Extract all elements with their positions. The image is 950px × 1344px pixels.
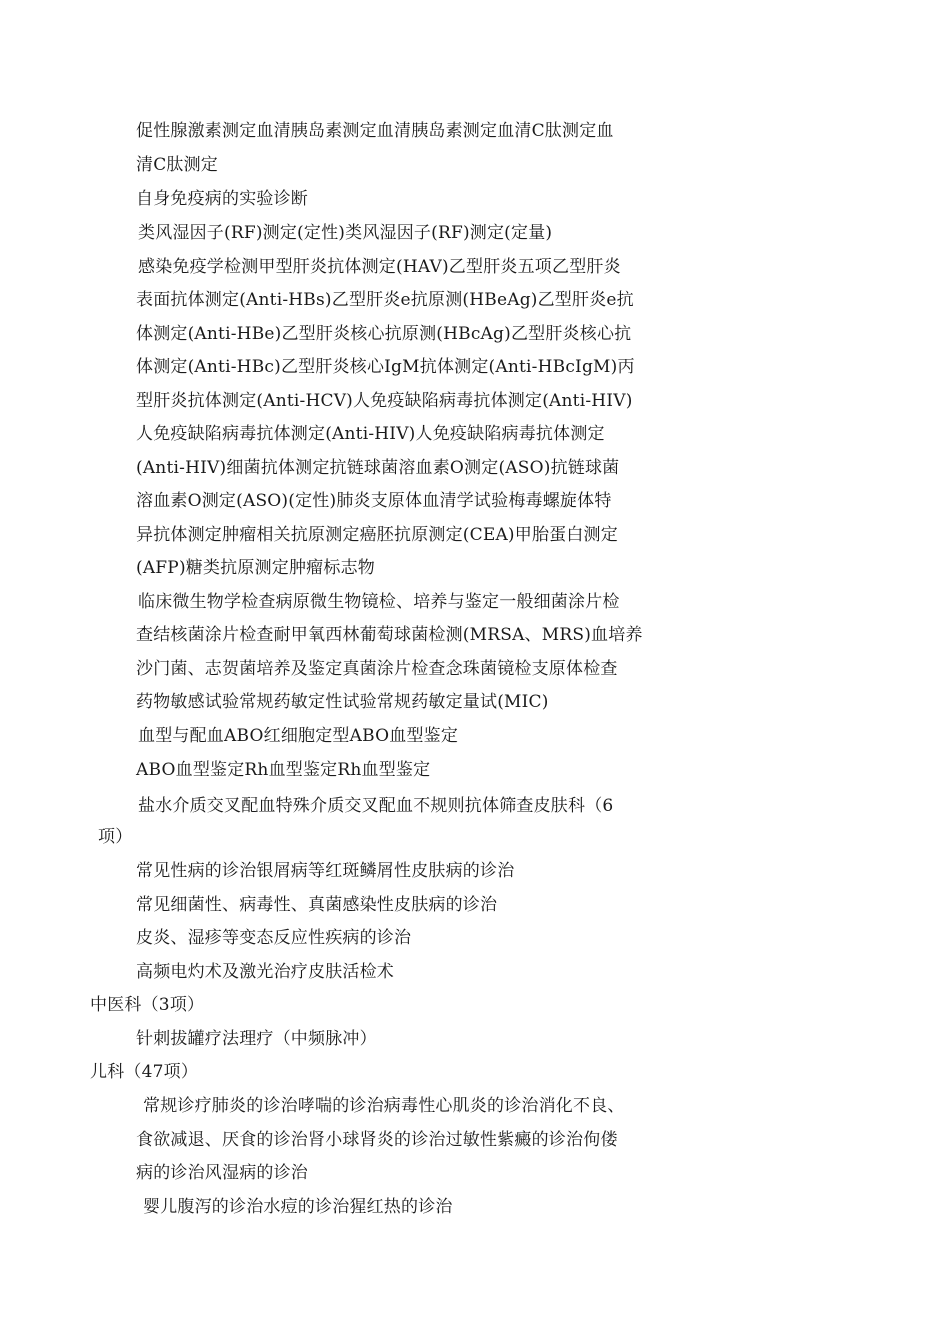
text-line: 婴儿腹泻的诊治水痘的诊治猩红热的诊治 [143, 1197, 453, 1217]
text-line: 药物敏感试验常规药敏定性试验常规药敏定量试(MIC) [136, 692, 549, 712]
section-heading: 儿科（47项） [90, 1062, 199, 1082]
text-line: 常规诊疗肺炎的诊治哮喘的诊治病毒性心肌炎的诊治消化不良、 [143, 1096, 625, 1116]
text-line: ABO血型鉴定Rh血型鉴定Rh血型鉴定 [136, 760, 431, 780]
text-line: 病的诊治风湿病的诊治 [136, 1163, 308, 1183]
text-line: (AFP)糖类抗原测定肿瘤标志物 [136, 558, 375, 578]
text-line: 溶血素O测定(ASO)(定性)肺炎支原体血清学试验梅毒螺旋体特 [136, 491, 612, 511]
text-line: 异抗体测定肿瘤相关抗原测定癌胚抗原测定(CEA)甲胎蛋白测定 [136, 525, 618, 545]
text-line: 项） [98, 827, 133, 847]
text-line: (Anti-HIV)细菌抗体测定抗链球菌溶血素O测定(ASO)抗链球菌 [136, 458, 620, 478]
text-line: 高频电灼术及激光治疗皮肤活检术 [136, 962, 394, 982]
text-line: 盐水介质交叉配血特殊介质交叉配血不规则抗体筛查皮肤科（6 [138, 796, 614, 816]
text-line: 血型与配血ABO红细胞定型ABO血型鉴定 [138, 726, 459, 746]
text-line: 清C肽测定 [136, 155, 219, 175]
text-line: 常见性病的诊治银屑病等红斑鳞屑性皮肤病的诊治 [136, 861, 515, 881]
text-line: 针刺拔罐疗法理疗（中频脉冲） [136, 1029, 377, 1049]
text-line: 体测定(Anti-HBc)乙型肝炎核心IgM抗体测定(Anti-HBcIgM)丙 [136, 357, 635, 377]
text-line: 查结核菌涂片检查耐甲氧西林葡萄球菌检测(MRSA、MRS)血培养 [136, 625, 643, 645]
text-line: 体测定(Anti-HBe)乙型肝炎核心抗原测(HBcAg)乙型肝炎核心抗 [136, 324, 632, 344]
section-heading: 中医科（3项） [90, 995, 205, 1015]
text-line: 人免疫缺陷病毒抗体测定(Anti-HIV)人免疫缺陷病毒抗体测定 [136, 424, 605, 444]
text-line: 食欲减退、厌食的诊治肾小球肾炎的诊治过敏性紫癜的诊治佝偻 [136, 1130, 618, 1150]
text-line: 常见细菌性、病毒性、真菌感染性皮肤病的诊治 [136, 895, 498, 915]
text-line: 临床微生物学检查病原微生物镜检、培养与鉴定一般细菌涂片检 [138, 592, 620, 612]
text-line: 皮炎、湿疹等变态反应性疾病的诊治 [136, 928, 412, 948]
text-line: 沙门菌、志贺菌培养及鉴定真菌涂片检查念珠菌镜检支原体检查 [136, 659, 618, 679]
text-line: 类风湿因子(RF)测定(定性)类风湿因子(RF)测定(定量) [138, 223, 553, 243]
text-line: 型肝炎抗体测定(Anti-HCV)人免疫缺陷病毒抗体测定(Anti-HIV) [136, 391, 633, 411]
text-line: 表面抗体测定(Anti-HBs)乙型肝炎e抗原测(HBeAg)乙型肝炎e抗 [136, 290, 634, 310]
text-line: 自身免疫病的实验诊断 [136, 189, 308, 209]
text-line: 促性腺激素测定血清胰岛素测定血清胰岛素测定血清C肽测定血 [136, 121, 614, 141]
text-line: 感染免疫学检测甲型肝炎抗体测定(HAV)乙型肝炎五项乙型肝炎 [138, 257, 621, 277]
